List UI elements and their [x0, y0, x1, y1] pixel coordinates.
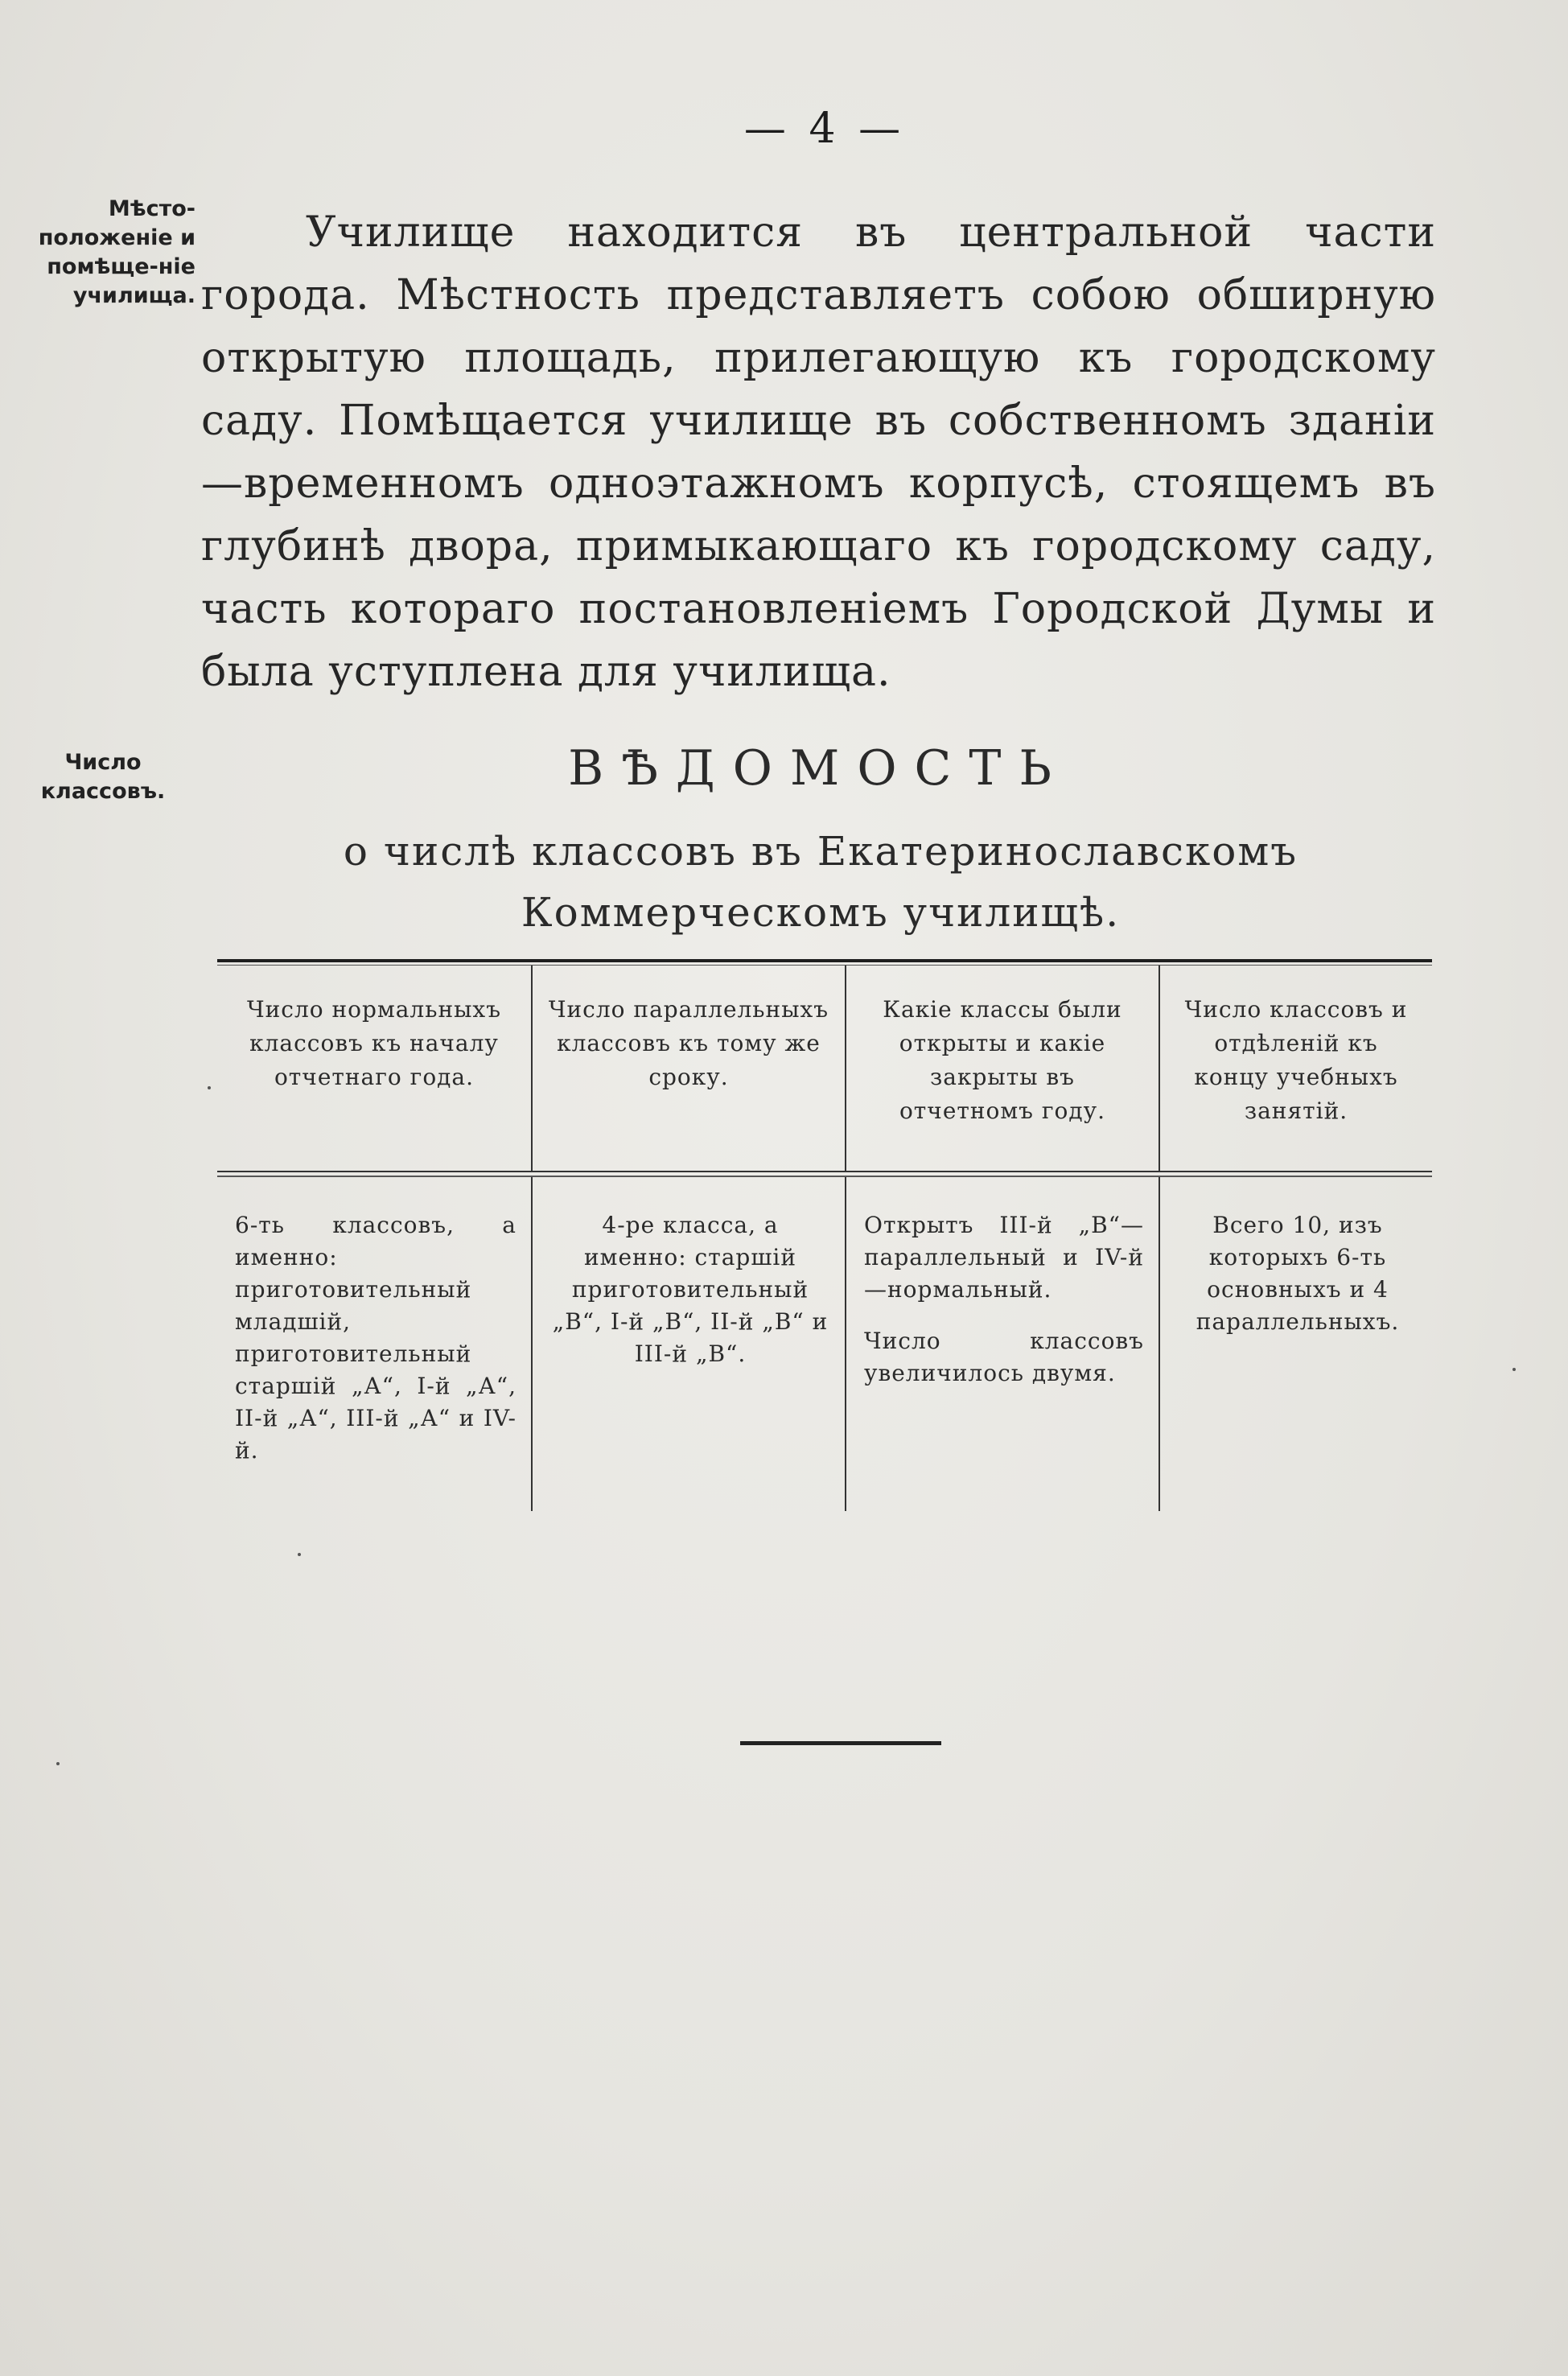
- table-header-rule: [217, 1171, 1432, 1177]
- table-top-rule: [217, 959, 1432, 966]
- table-row: [217, 1177, 1432, 1511]
- table-header-normal-classes: Число нормальныхъ классовъ къ началу отчетнаго года.: [246, 996, 502, 1090]
- table-header-total-classes: Число классовъ и отдѣленій къ концу учебныхъ занятій.: [1159, 966, 1432, 1171]
- statement-title: ВѢДОМОСТЬ: [568, 740, 1069, 797]
- table-header-opened-closed: Какіе классы были открыты и какіе закрыты въ отчетномъ году.: [845, 966, 1159, 1171]
- table-cell-parallel-classes: 4-ре класса, а именно: старшій приготовительный „В“, І-й „В“, ІІ-й „В“ и ІІІ-й „В“.: [531, 1177, 845, 1511]
- table-cell-normal-classes: 6-ть классовъ, а именно: приготовительный младшій, приготовительный старшій „А“, І-й „А“, ІІ-й „А“, ІІІ-й „А“ и IV-й.: [235, 1212, 516, 1464]
- closing-rule: [740, 1741, 941, 1745]
- table-cell-increase-text: Число классовъ увеличилось двумя.: [864, 1328, 1144, 1386]
- margin-note-location: Мѣсто-положеніе и помѣще-ніе училища.: [38, 196, 195, 308]
- table-cell-opened-text: Открытъ ІІІ-й „В“— параллельный и IV-й—нормальный.: [864, 1212, 1144, 1303]
- body-paragraph: Училище находится въ центральной части города. Мѣстность представляетъ собою обширную открытую площадь, прилегающую къ городскому саду. Помѣщается училище въ собственномъ зданіи—временномъ одноэтажномъ корпусѣ, стоящемъ въ глубинѣ двора, примыкающаго къ городскому саду, часть котораго постановленіемъ Городской Думы и была уступлена для училища.: [201, 208, 1436, 696]
- table-header-parallel-classes: Число параллельныхъ классовъ къ тому же сроку.: [531, 966, 845, 1171]
- paper-speck: [208, 1086, 211, 1089]
- statement-subtitle: о числѣ классовъ въ Екатеринославскомъ Коммерческомъ училищѣ.: [343, 828, 1298, 936]
- paper-speck: [1512, 1368, 1516, 1371]
- table-cell-total-classes: Всего 10, изъ которыхъ 6-ть основныхъ и 4 параллельныхъ.: [1159, 1177, 1432, 1511]
- margin-note-classes: Число классовъ.: [40, 750, 166, 804]
- table-cell-opened-closed: [845, 1177, 1159, 1511]
- classes-table: [217, 959, 1432, 1511]
- page-number: — 4 —: [743, 105, 906, 153]
- table-header-row: [217, 966, 1432, 1171]
- paper-speck: [298, 1553, 301, 1556]
- paper-speck: [56, 1762, 60, 1765]
